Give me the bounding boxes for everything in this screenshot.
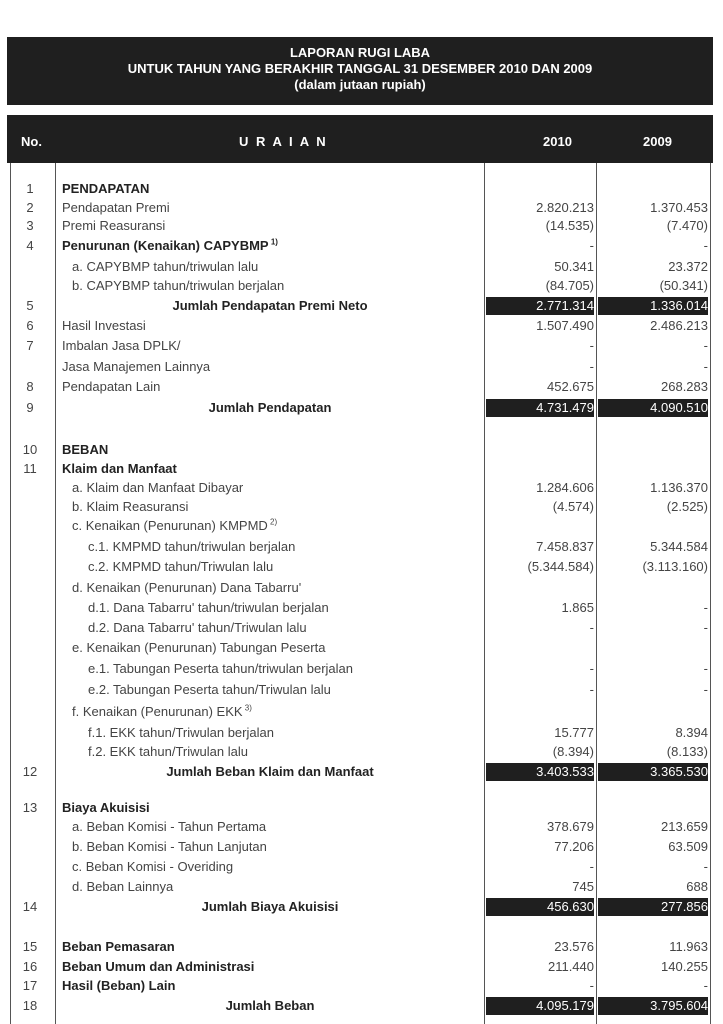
value-2009: (2.525) — [666, 499, 708, 514]
value-2010: 77.206 — [554, 839, 594, 854]
value-2010: - — [589, 978, 594, 993]
table-row — [0, 498, 723, 516]
footnote-marker: 3) — [242, 703, 252, 713]
table-row — [0, 378, 723, 396]
value-2009: - — [703, 661, 708, 676]
value-2010: - — [589, 238, 594, 253]
value-2010: 7.458.837 — [536, 539, 594, 554]
footnote-marker: 1) — [268, 237, 278, 247]
table-row — [0, 237, 723, 255]
table-row — [0, 460, 723, 478]
row-label: Pendapatan Lain — [62, 379, 161, 394]
value-2010: 1.284.606 — [536, 480, 594, 495]
value-2009: 688 — [686, 879, 708, 894]
value-2009: - — [703, 338, 708, 353]
value-2010: - — [589, 859, 594, 874]
value-2010: 2.820.213 — [536, 200, 594, 215]
table-row — [0, 317, 723, 335]
value-2009: - — [703, 238, 708, 253]
value-2009: 4.090.510 — [598, 399, 708, 417]
value-2009: - — [703, 682, 708, 697]
row-label: f. Kenaikan (Penurunan) EKK $^{3)}$ — [72, 703, 252, 719]
row-number: 17 — [22, 978, 38, 993]
table-row — [0, 938, 723, 956]
value-2009: 8.394 — [675, 725, 708, 740]
table-row — [0, 724, 723, 742]
row-number: 11 — [23, 461, 37, 476]
row-label: d. Beban Lainnya — [72, 879, 174, 894]
value-2010: - — [589, 661, 594, 676]
value-2009: 1.336.014 — [598, 297, 708, 315]
table-row — [0, 599, 723, 617]
row-label: d. Kenaikan (Penurunan) Dana Tabarru' — [72, 580, 302, 595]
value-2010: 50.341 — [554, 259, 594, 274]
row-number: 10 — [22, 442, 38, 457]
total-row — [0, 898, 723, 916]
value-2009: 11.963 — [669, 939, 708, 954]
value-2009: 2.486.213 — [650, 318, 708, 333]
value-2010: - — [589, 682, 594, 697]
row-number: 15 — [22, 939, 38, 954]
row-label: Biaya Akuisisi — [62, 800, 150, 815]
row-label: Jasa Manajemen Lainnya — [62, 359, 211, 374]
value-2010: 1.865 — [561, 600, 594, 615]
report-header — [7, 37, 713, 105]
row-number: 13 — [22, 800, 38, 815]
column-header-2009: 2009 — [643, 134, 672, 149]
report-unit-note: (dalam jutaan rupiah) — [294, 77, 426, 92]
value-2009: 277.856 — [598, 898, 708, 916]
row-label: Penurunan (Kenaikan) CAPYBMP $^{1)}$ — [62, 237, 278, 253]
row-label: d.2. Dana Tabarru' tahun/Triwulan lalu — [88, 620, 307, 635]
total-row — [0, 399, 723, 417]
value-2010: 4.095.179 — [486, 997, 594, 1015]
value-2010: 211.440 — [547, 959, 594, 974]
row-label: a. CAPYBMP tahun/triwulan lalu — [72, 259, 259, 274]
value-2010: (4.574) — [552, 499, 594, 514]
value-2009: (7.470) — [666, 218, 708, 233]
report-subtitle: UNTUK TAHUN YANG BERAKHIR TANGGAL 31 DESEMBER 2010 DAN 2009 — [127, 61, 593, 76]
row-label: e.1. Tabungan Peserta tahun/triwulan berjalan — [88, 661, 354, 676]
value-2009: - — [703, 859, 708, 874]
value-2010: 456.630 — [486, 898, 594, 916]
value-2010: 452.675 — [547, 379, 594, 394]
table-row — [0, 958, 723, 976]
table-row — [0, 337, 723, 355]
row-number: 18 — [22, 998, 38, 1013]
total-row — [0, 997, 723, 1015]
row-label: Pendapatan Premi — [62, 200, 170, 215]
row-label: e. Kenaikan (Penurunan) Tabungan Peserta — [72, 640, 326, 655]
row-number: 3 — [26, 218, 34, 233]
total-row — [0, 297, 723, 315]
total-row — [0, 763, 723, 781]
value-2009: 268.283 — [661, 379, 708, 394]
value-2010: - — [589, 620, 594, 635]
value-2010: (84.705) — [545, 278, 594, 293]
value-2009: - — [703, 620, 708, 635]
row-label: f.2. EKK tahun/Triwulan lalu — [88, 744, 248, 759]
table-row — [0, 479, 723, 497]
column-header-2010: 2010 — [543, 134, 572, 149]
row-label: b. CAPYBMP tahun/triwulan berjalan — [72, 278, 285, 293]
column-header-no: No. — [21, 134, 42, 149]
row-label: Beban Umum dan Administrasi — [62, 959, 255, 974]
row-label: a. Klaim dan Manfaat Dibayar — [72, 480, 244, 495]
row-label: a. Beban Komisi - Tahun Pertama — [72, 819, 267, 834]
row-number: 2 — [26, 200, 34, 215]
table-row — [0, 277, 723, 295]
row-label: Jumlah Biaya Akuisisi — [201, 899, 339, 914]
value-2009: 3.795.604 — [598, 997, 708, 1015]
row-label: b. Klaim Reasuransi — [72, 499, 189, 514]
table-row — [0, 681, 723, 699]
value-2010: 745 — [572, 879, 594, 894]
value-2009: 213.659 — [661, 819, 708, 834]
table-row — [0, 639, 723, 657]
value-2010: 4.731.479 — [486, 399, 594, 417]
table-row — [0, 743, 723, 761]
value-2010: 1.507.490 — [536, 318, 594, 333]
report-title: LAPORAN RUGI LABA — [289, 45, 431, 60]
value-2010: - — [589, 359, 594, 374]
value-2010: 23.576 — [554, 939, 594, 954]
table-row — [0, 538, 723, 556]
row-label: Hasil (Beban) Lain — [62, 978, 176, 993]
value-2009: 1.136.370 — [650, 480, 708, 495]
value-2009: - — [703, 359, 708, 374]
row-label: Imbalan Jasa DPLK/ — [62, 338, 181, 353]
row-number: 5 — [26, 298, 34, 313]
row-label: Hasil Investasi — [62, 318, 146, 333]
row-number: 1 — [26, 181, 34, 196]
table-row — [0, 180, 723, 198]
table-row — [0, 199, 723, 217]
table-row — [0, 818, 723, 836]
row-number: 8 — [26, 379, 34, 394]
table-row — [0, 703, 723, 721]
value-2009: (50.341) — [659, 278, 708, 293]
table-row — [0, 558, 723, 576]
value-2009: (8.133) — [666, 744, 708, 759]
row-label: c.2. KMPMD tahun/Triwulan lalu — [88, 559, 274, 574]
table-row — [0, 441, 723, 459]
table-row — [0, 838, 723, 856]
row-label: Jumlah Beban Klaim dan Manfaat — [166, 764, 374, 779]
row-label: b. Beban Komisi - Tahun Lanjutan — [72, 839, 267, 854]
row-number: 14 — [22, 899, 38, 914]
value-2009: 63.509 — [668, 839, 708, 854]
row-label: Klaim dan Manfaat — [62, 461, 177, 476]
row-label: f.1. EKK tahun/Triwulan berjalan — [88, 725, 274, 740]
row-label: Premi Reasuransi — [62, 218, 166, 233]
row-label: e.2. Tabungan Peserta tahun/Triwulan lalu — [88, 682, 331, 697]
table-row — [0, 660, 723, 678]
row-label: Jumlah Beban — [225, 998, 315, 1013]
table-row — [0, 217, 723, 235]
column-header-bar — [7, 115, 713, 163]
value-2010: (8.394) — [552, 744, 594, 759]
value-2009: 5.344.584 — [650, 539, 708, 554]
table-row — [0, 858, 723, 876]
value-2010: - — [589, 338, 594, 353]
value-2010: 2.771.314 — [486, 297, 594, 315]
row-number: 6 — [26, 318, 34, 333]
table-row — [0, 517, 723, 535]
value-2009: 23.372 — [668, 259, 708, 274]
row-label: c.1. KMPMD tahun/triwulan berjalan — [88, 539, 296, 554]
table-row — [0, 358, 723, 376]
row-label: Jumlah Pendapatan — [208, 400, 332, 415]
value-2009: - — [703, 600, 708, 615]
row-label: d.1. Dana Tabarru' tahun/triwulan berjalan — [88, 600, 329, 615]
value-2010: 15.777 — [554, 725, 594, 740]
value-2009: - — [703, 978, 708, 993]
footnote-marker: 2) — [267, 517, 278, 527]
row-label: PENDAPATAN — [62, 181, 150, 196]
table-row — [0, 878, 723, 896]
row-number: 4 — [26, 238, 34, 253]
value-2009: 3.365.530 — [598, 763, 708, 781]
value-2010: (14.535) — [545, 218, 594, 233]
row-label: c. Beban Komisi - Overiding — [72, 859, 234, 874]
value-2009: 1.370.453 — [650, 200, 708, 215]
row-label: Beban Pemasaran — [62, 939, 175, 954]
row-number: 9 — [26, 400, 34, 415]
row-label: BEBAN — [62, 442, 109, 457]
table-row — [0, 799, 723, 817]
table-row — [0, 579, 723, 597]
value-2009: (3.113.160) — [642, 559, 708, 574]
table-row — [0, 619, 723, 637]
value-2010: 3.403.533 — [486, 763, 594, 781]
row-number: 7 — [26, 338, 34, 353]
column-header-uraian: U R A I A N — [239, 134, 328, 149]
row-number: 16 — [22, 959, 38, 974]
row-label: Jumlah Pendapatan Premi Neto — [172, 298, 368, 313]
value-2009: 140.255 — [661, 959, 708, 974]
row-number: 12 — [22, 764, 38, 779]
table-row — [0, 258, 723, 276]
row-label: c. Kenaikan (Penurunan) KMPMD $^{2)}$ — [72, 517, 278, 533]
value-2010: 378.679 — [547, 819, 594, 834]
table-row — [0, 977, 723, 995]
value-2010: (5.344.584) — [527, 559, 594, 574]
